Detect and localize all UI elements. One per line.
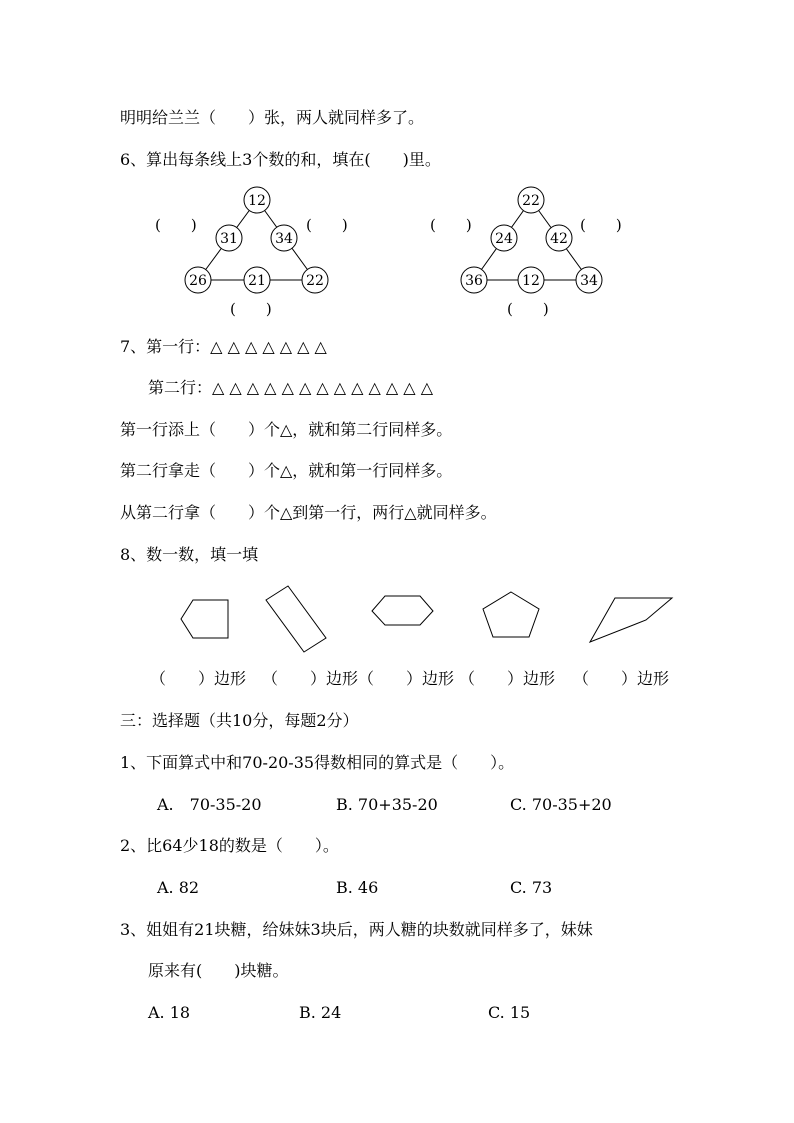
q7-row2: 第二行：△ △ △ △ △ △ △ △ △ △ △ △ △ [148,378,433,397]
pentagon-shape-2 [478,588,544,646]
svg-text:42: 42 [550,231,568,247]
q6-t1-answer-bottom[interactable]: ( ) [230,300,272,318]
s3-q3-option-a[interactable]: A. 18 [148,1003,191,1022]
svg-text:34: 34 [275,231,293,247]
q8-label-3: （ ）边形 [358,669,455,688]
svg-text:24: 24 [495,231,513,247]
circle-mid-right [271,225,297,251]
svg-text:12: 12 [522,273,540,289]
pentagon-shape-1 [176,596,236,650]
circle-top [518,187,544,213]
svg-text:34: 34 [580,273,598,289]
s3-q3-text-line2: 原来有( )块糖。 [148,961,289,980]
q6-t2-answer-left[interactable]: ( ) [430,216,472,234]
q8-label-2: （ ）边形 [262,669,359,688]
number-triangle-2 [424,182,644,317]
q8-label-1: （ ）边形 [150,669,247,688]
svg-text:26: 26 [189,273,207,289]
q8-title: 8、数一数，填一填 [120,545,259,564]
circle-bottom-right [576,267,602,293]
q5-tail-text: 明明给兰兰（ ）张，两人就同样多了。 [120,108,425,127]
s3-q3-text-line1: 3、姐姐有21块糖，给妹妹3块后，两人糖的块数就同样多了，妹妹 [120,920,593,939]
section3-title: 三：选择题（共10分，每题2分） [120,711,359,730]
svg-text:12: 12 [248,193,266,209]
circle-mid-right [546,225,572,251]
circle-bottom-mid [244,267,270,293]
s3-q1-option-b[interactable]: B. 70+35-20 [336,795,438,814]
circle-bottom-left [461,267,487,293]
rectangle-shape [260,582,332,662]
parallelogram-shape [584,592,678,650]
circle-bottom-left [185,267,211,293]
s3-q1-option-a[interactable]: A. 70-35-20 [157,795,262,814]
s3-q2-option-a[interactable]: A. 82 [157,878,200,897]
hexagon-shape [368,592,438,636]
s3-q2-option-c[interactable]: C. 73 [510,878,553,897]
q6-t1-answer-right[interactable]: ( ) [306,216,348,234]
svg-text:21: 21 [248,273,266,289]
svg-text:22: 22 [522,193,540,209]
circle-mid-left [491,225,517,251]
q7-row1: 7、第一行：△ △ △ △ △ △ △ [120,337,327,356]
s3-q3-option-b[interactable]: B. 24 [299,1003,342,1022]
s3-q3-option-c[interactable]: C. 15 [488,1003,531,1022]
q6-t1-answer-left[interactable]: ( ) [155,216,197,234]
q7-question-b: 第二行拿走（ ）个△，就和第一行同样多。 [120,461,453,480]
circle-mid-left [216,225,242,251]
s3-q1-text: 1、下面算式中和70-20-35得数相同的算式是（ ）。 [120,753,515,772]
q6-t2-answer-bottom[interactable]: ( ) [507,300,549,318]
circle-bottom-mid [518,267,544,293]
svg-text:22: 22 [306,273,324,289]
svg-text:36: 36 [465,273,483,289]
q8-label-4: （ ）边形 [459,669,556,688]
s3-q2-option-b[interactable]: B. 46 [336,878,379,897]
circle-top [244,187,270,213]
q7-question-c: 从第二行拿（ ）个△到第一行，两行△就同样多。 [120,503,497,522]
svg-text:31: 31 [220,231,238,247]
q6-t2-answer-right[interactable]: ( ) [580,216,622,234]
q8-label-5: （ ）边形 [573,669,670,688]
q6-title: 6、算出每条线上3个数的和，填在( )里。 [120,150,441,169]
s3-q2-text: 2、比64少18的数是（ ）。 [120,836,339,855]
q7-question-a: 第一行添上（ ）个△，就和第二行同样多。 [120,420,453,439]
s3-q1-option-c[interactable]: C. 70-35+20 [510,795,612,814]
number-triangle-1 [150,182,370,317]
circle-bottom-right [302,267,328,293]
